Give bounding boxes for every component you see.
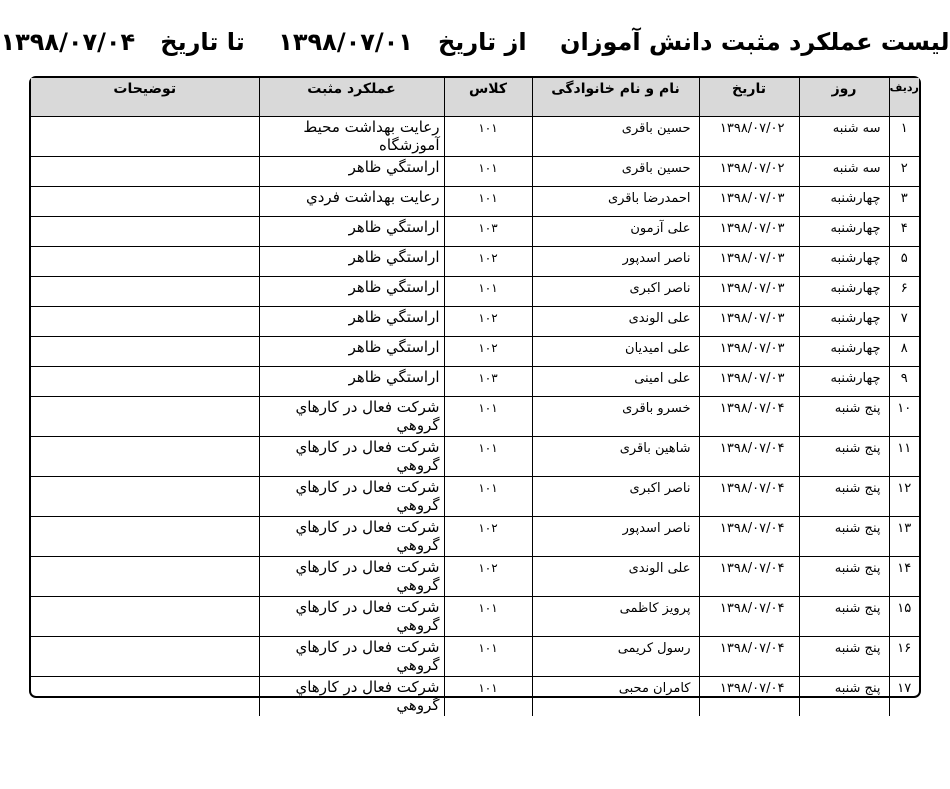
table-row (31, 366, 919, 396)
row-number-cell: ۸ (889, 336, 919, 366)
table-row (31, 476, 919, 516)
notes-cell (31, 276, 259, 306)
day-cell: سه شنبه (799, 116, 889, 156)
date-cell: ۱۳۹۸/۰۷/۰۳ (699, 246, 799, 276)
positive-performance-cell: شرکت فعال در کارهاي گروهي (259, 516, 444, 556)
positive-performance-cell: شرکت فعال در کارهاي گروهي (259, 676, 444, 716)
table-row (31, 216, 919, 246)
day-cell: چهارشنبه (799, 276, 889, 306)
notes-cell (31, 676, 259, 716)
class-cell: ۱۰۱ (444, 676, 532, 716)
table-row (31, 636, 919, 676)
class-cell: ۱۰۲ (444, 556, 532, 596)
student-name-cell: کامران محبی (532, 676, 699, 716)
student-name-cell: خسرو باقری (532, 396, 699, 436)
row-number-cell: ۳ (889, 186, 919, 216)
notes-cell (31, 156, 259, 186)
class-cell: ۱۰۱ (444, 186, 532, 216)
class-cell: ۱۰۱ (444, 116, 532, 156)
student-name-cell: ناصر اکبری (532, 476, 699, 516)
notes-cell (31, 216, 259, 246)
positive-performance-cell: رعایت بهداشت محیط آموزشگاه (259, 116, 444, 156)
positive-performance-cell: اراستگي ظاهر (259, 276, 444, 306)
notes-cell (31, 476, 259, 516)
notes-cell (31, 396, 259, 436)
positive-performance-cell: رعایت بهداشت فردي (259, 186, 444, 216)
notes-cell (31, 246, 259, 276)
table-row (31, 396, 919, 436)
date-cell: ۱۳۹۸/۰۷/۰۴ (699, 636, 799, 676)
student-name-cell: احمدرضا باقری (532, 186, 699, 216)
student-name-cell: پرویز کاظمی (532, 596, 699, 636)
column-header-positive-performance: عملکرد مثبت (259, 78, 444, 116)
table-header-row (31, 78, 919, 116)
date-cell: ۱۳۹۸/۰۷/۰۳ (699, 306, 799, 336)
positive-performance-cell: شرکت فعال در کارهاي گروهي (259, 476, 444, 516)
day-cell: پنج شنبه (799, 476, 889, 516)
class-cell: ۱۰۲ (444, 516, 532, 556)
student-name-cell: علی آزمون (532, 216, 699, 246)
positive-performance-cell: اراستگي ظاهر (259, 366, 444, 396)
date-cell: ۱۳۹۸/۰۷/۰۲ (699, 156, 799, 186)
date-cell: ۱۳۹۸/۰۷/۰۳ (699, 366, 799, 396)
class-cell: ۱۰۱ (444, 596, 532, 636)
row-number-cell: ۱۴ (889, 556, 919, 596)
date-cell: ۱۳۹۸/۰۷/۰۴ (699, 476, 799, 516)
student-name-cell: ناصر اسدپور (532, 516, 699, 556)
column-header-date: تاریخ (699, 78, 799, 116)
day-cell: چهارشنبه (799, 336, 889, 366)
table-row (31, 596, 919, 636)
positive-performance-cell: شرکت فعال در کارهاي گروهي (259, 636, 444, 676)
date-cell: ۱۳۹۸/۰۷/۰۲ (699, 116, 799, 156)
notes-cell (31, 596, 259, 636)
table-row (31, 676, 919, 716)
class-cell: ۱۰۳ (444, 216, 532, 246)
class-cell: ۱۰۲ (444, 306, 532, 336)
performance-table (29, 76, 921, 714)
class-cell: ۱۰۱ (444, 276, 532, 306)
notes-cell (31, 516, 259, 556)
row-number-cell: ۶ (889, 276, 919, 306)
column-header-row-number: ردیف (889, 78, 919, 116)
positive-performance-cell: اراستگي ظاهر (259, 246, 444, 276)
row-number-cell: ۱۶ (889, 636, 919, 676)
class-cell: ۱۰۲ (444, 336, 532, 366)
row-number-cell: ۱۰ (889, 396, 919, 436)
positive-performance-cell: شرکت فعال در کارهاي گروهي (259, 556, 444, 596)
day-cell: چهارشنبه (799, 216, 889, 246)
row-number-cell: ۴ (889, 216, 919, 246)
column-header-class: کلاس (444, 78, 532, 116)
table-row (31, 306, 919, 336)
date-cell: ۱۳۹۸/۰۷/۰۴ (699, 516, 799, 556)
row-number-cell: ۹ (889, 366, 919, 396)
column-header-full-name: نام و نام خانوادگی (532, 78, 699, 116)
row-number-cell: ۱۳ (889, 516, 919, 556)
row-number-cell: ۱ (889, 116, 919, 156)
notes-cell (31, 116, 259, 156)
positive-performance-cell: شرکت فعال در کارهاي گروهي (259, 396, 444, 436)
student-name-cell: حسین باقری (532, 116, 699, 156)
student-name-cell: حسین باقری (532, 156, 699, 186)
student-name-cell: ناصر اسدپور (532, 246, 699, 276)
student-name-cell: علی الوندی (532, 306, 699, 336)
day-cell: پنج شنبه (799, 436, 889, 476)
class-cell: ۱۰۱ (444, 476, 532, 516)
date-cell: ۱۳۹۸/۰۷/۰۳ (699, 186, 799, 216)
column-header-notes: توضیحات (31, 78, 259, 116)
student-name-cell: علی امینی (532, 366, 699, 396)
class-cell: ۱۰۳ (444, 366, 532, 396)
positive-performance-cell: اراستگي ظاهر (259, 216, 444, 246)
date-cell: ۱۳۹۸/۰۷/۰۳ (699, 216, 799, 246)
table-row (31, 436, 919, 476)
notes-cell (31, 556, 259, 596)
day-cell: پنج شنبه (799, 596, 889, 636)
positive-performance-cell: اراستگي ظاهر (259, 336, 444, 366)
date-cell: ۱۳۹۸/۰۷/۰۳ (699, 276, 799, 306)
date-cell: ۱۳۹۸/۰۷/۰۴ (699, 676, 799, 716)
positive-performance-cell: اراستگي ظاهر (259, 156, 444, 186)
positive-performance-cell: شرکت فعال در کارهاي گروهي (259, 436, 444, 476)
class-cell: ۱۰۱ (444, 156, 532, 186)
table-row (31, 276, 919, 306)
table-row (31, 156, 919, 186)
row-number-cell: ۱۵ (889, 596, 919, 636)
day-cell: پنج شنبه (799, 676, 889, 716)
row-number-cell: ۱۲ (889, 476, 919, 516)
positive-performance-cell: شرکت فعال در کارهاي گروهي (259, 596, 444, 636)
class-cell: ۱۰۱ (444, 436, 532, 476)
notes-cell (31, 186, 259, 216)
day-cell: سه شنبه (799, 156, 889, 186)
day-cell: چهارشنبه (799, 306, 889, 336)
date-cell: ۱۳۹۸/۰۷/۰۴ (699, 436, 799, 476)
day-cell: پنج شنبه (799, 516, 889, 556)
date-cell: ۱۳۹۸/۰۷/۰۴ (699, 596, 799, 636)
notes-cell (31, 366, 259, 396)
table-row (31, 246, 919, 276)
table-row (31, 556, 919, 596)
row-number-cell: ۱۱ (889, 436, 919, 476)
date-cell: ۱۳۹۸/۰۷/۰۴ (699, 396, 799, 436)
day-cell: پنج شنبه (799, 556, 889, 596)
column-header-day: روز (799, 78, 889, 116)
date-cell: ۱۳۹۸/۰۷/۰۳ (699, 336, 799, 366)
notes-cell (31, 336, 259, 366)
page-title: لیست عملکرد مثبت دانش آموزان از تاریخ ۱۳۹۸/۰۷/۰۱ تا تاریخ ۱۳۹۸/۰۷/۰۴ (0, 28, 950, 56)
class-cell: ۱۰۲ (444, 246, 532, 276)
table-row (31, 516, 919, 556)
student-name-cell: علی الوندی (532, 556, 699, 596)
table-row (31, 336, 919, 366)
day-cell: پنج شنبه (799, 396, 889, 436)
row-number-cell: ۲ (889, 156, 919, 186)
day-cell: چهارشنبه (799, 366, 889, 396)
class-cell: ۱۰۱ (444, 396, 532, 436)
notes-cell (31, 306, 259, 336)
row-number-cell: ۵ (889, 246, 919, 276)
notes-cell (31, 436, 259, 476)
row-number-cell: ۷ (889, 306, 919, 336)
positive-performance-cell: اراستگي ظاهر (259, 306, 444, 336)
table-row (31, 116, 919, 156)
student-name-cell: رسول کریمی (532, 636, 699, 676)
day-cell: پنج شنبه (799, 636, 889, 676)
student-name-cell: شاهین باقری (532, 436, 699, 476)
date-cell: ۱۳۹۸/۰۷/۰۴ (699, 556, 799, 596)
student-name-cell: ناصر اکبری (532, 276, 699, 306)
class-cell: ۱۰۱ (444, 636, 532, 676)
row-number-cell: ۱۷ (889, 676, 919, 716)
student-name-cell: علی امیدیان (532, 336, 699, 366)
day-cell: چهارشنبه (799, 246, 889, 276)
table-row (31, 186, 919, 216)
day-cell: چهارشنبه (799, 186, 889, 216)
notes-cell (31, 636, 259, 676)
